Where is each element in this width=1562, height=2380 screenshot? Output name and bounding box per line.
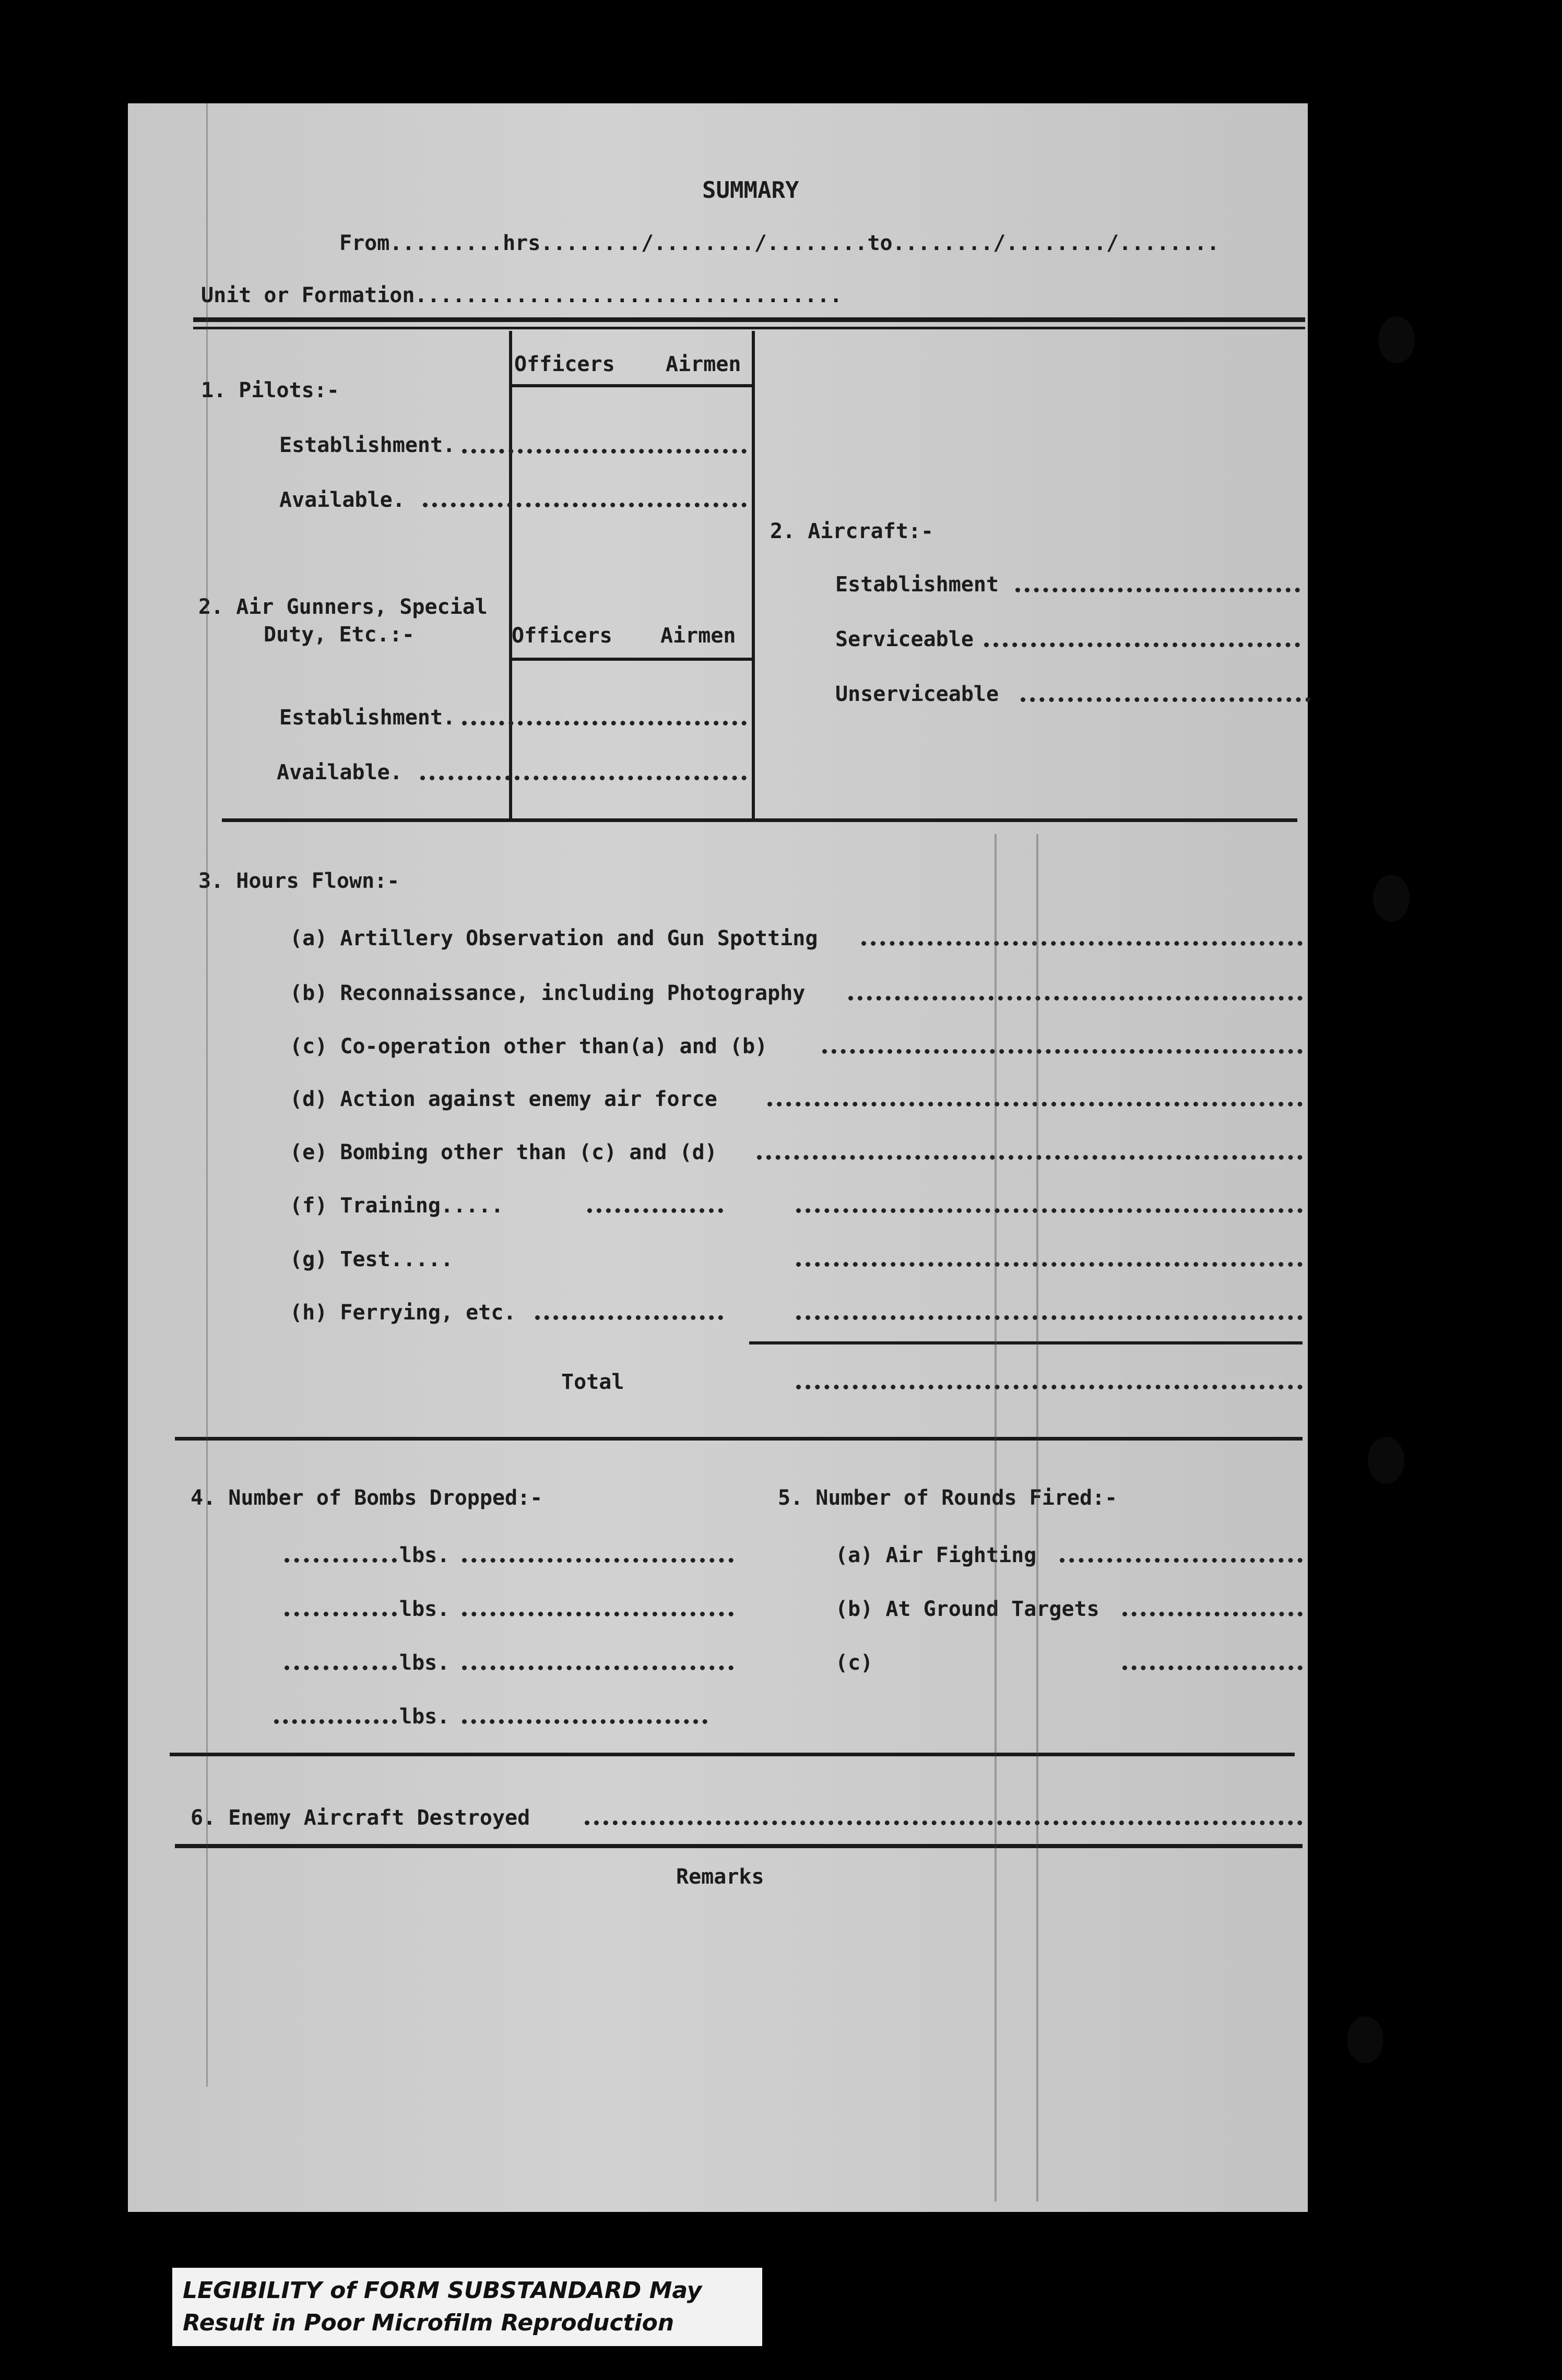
hours-item-a: (a) Artillery Observation and Gun Spotting xyxy=(290,926,818,950)
legibility-note-line-2: Result in Poor Microfilm Reproduction xyxy=(183,2310,674,2336)
total-rule xyxy=(749,1341,1303,1344)
air-gunners-available-label: Available. xyxy=(277,760,403,784)
hours-field-d[interactable] xyxy=(767,1102,1303,1106)
top-rule xyxy=(193,317,1305,322)
fold-line-1 xyxy=(995,834,997,2202)
legibility-note-line-1: LEGIBILITY of FORM SUBSTANDARD May xyxy=(183,2277,702,2304)
bombs-count-4[interactable] xyxy=(462,1719,707,1724)
hours-item-f: (f) Training..... xyxy=(290,1194,504,1218)
pilots-establishment-label: Establishment. xyxy=(279,433,456,457)
aircraft-serviceable-field[interactable] xyxy=(984,642,1300,647)
hours-field-h-1[interactable] xyxy=(535,1315,723,1320)
punch-hole-4 xyxy=(1347,2016,1383,2063)
rounds-item-a: (a) Air Fighting xyxy=(835,1543,1037,1567)
air-gunners-establishment-field[interactable] xyxy=(462,721,747,725)
aircraft-establishment-label: Establishment xyxy=(835,573,999,597)
aircraft-unserviceable-field[interactable] xyxy=(1021,697,1310,702)
punch-hole-3 xyxy=(1368,1437,1404,1484)
air-gunners-establishment-label: Establishment. xyxy=(279,706,456,730)
hours-field-a[interactable] xyxy=(861,941,1303,946)
airmen-col-right xyxy=(752,331,755,819)
bombs-label: 4. Number of Bombs Dropped:- xyxy=(191,1486,543,1510)
bombs-weight-4[interactable] xyxy=(274,1719,397,1724)
pilots-officers-header: Officers xyxy=(514,352,615,376)
enemy-destroyed-label: 6. Enemy Aircraft Destroyed xyxy=(191,1806,530,1830)
hours-item-d: (d) Action against enemy air force xyxy=(290,1087,717,1111)
hours-field-f-1[interactable] xyxy=(587,1208,723,1213)
hours-field-f-2[interactable] xyxy=(796,1208,1303,1213)
aircraft-establishment-field[interactable] xyxy=(1015,588,1300,592)
air-gunners-header-rule xyxy=(512,658,752,661)
section-rule-3 xyxy=(170,1753,1295,1756)
hours-field-h-2[interactable] xyxy=(796,1315,1303,1320)
bombs-weight-3[interactable] xyxy=(285,1665,397,1670)
hours-total-label: Total xyxy=(561,1370,624,1394)
rounds-field-a[interactable] xyxy=(1060,1558,1303,1563)
pilots-header-rule xyxy=(512,384,752,387)
bombs-unit-4: lbs. xyxy=(399,1705,450,1729)
rounds-field-c[interactable] xyxy=(1122,1665,1303,1670)
air-gunners-airmen-header: Airmen xyxy=(660,624,736,648)
bombs-count-1[interactable] xyxy=(462,1558,733,1563)
aircraft-unserviceable-label: Unserviceable xyxy=(835,682,999,706)
section-rule-2 xyxy=(175,1437,1303,1441)
hours-total-field[interactable] xyxy=(796,1385,1303,1389)
officers-col-left xyxy=(509,331,512,819)
bombs-count-2[interactable] xyxy=(462,1612,733,1616)
punch-hole-1 xyxy=(1378,316,1415,363)
pilots-airmen-header: Airmen xyxy=(666,352,741,376)
hours-item-c: (c) Co-operation other than(a) and (b) xyxy=(290,1034,768,1058)
legibility-note xyxy=(172,2268,762,2346)
pilots-establishment-field[interactable] xyxy=(462,449,747,454)
bombs-unit-1: lbs. xyxy=(399,1543,450,1567)
hours-field-b[interactable] xyxy=(848,996,1303,1001)
air-gunners-label-2: Duty, Etc.:- xyxy=(264,623,415,647)
hours-item-e: (e) Bombing other than (c) and (d) xyxy=(290,1140,717,1164)
pilots-label: 1. Pilots:- xyxy=(201,378,339,402)
bombs-count-3[interactable] xyxy=(462,1665,733,1670)
margin-line xyxy=(206,103,208,2087)
section-rule-1 xyxy=(222,818,1297,822)
form-title: SUMMARY xyxy=(702,177,799,204)
bombs-weight-1[interactable] xyxy=(285,1558,397,1563)
rounds-item-b: (b) At Ground Targets xyxy=(835,1597,1099,1621)
rounds-label: 5. Number of Rounds Fired:- xyxy=(778,1486,1118,1510)
hours-field-e[interactable] xyxy=(757,1155,1303,1160)
aircraft-serviceable-label: Serviceable xyxy=(835,627,974,651)
hours-flown-label: 3. Hours Flown:- xyxy=(198,869,400,893)
remarks-label: Remarks xyxy=(676,1865,764,1889)
section-rule-4 xyxy=(175,1844,1303,1848)
hours-item-b: (b) Reconnaissance, including Photography xyxy=(290,981,806,1005)
rounds-field-b[interactable] xyxy=(1122,1612,1303,1616)
hours-field-c[interactable] xyxy=(822,1049,1303,1054)
hours-field-g[interactable] xyxy=(796,1262,1303,1267)
air-gunners-label: 2. Air Gunners, Special xyxy=(198,595,488,619)
bombs-weight-2[interactable] xyxy=(285,1612,397,1616)
unit-formation-line: Unit or Formation.................................. xyxy=(201,283,843,307)
bombs-unit-3: lbs. xyxy=(399,1651,450,1675)
pilots-available-field[interactable] xyxy=(423,503,747,507)
bombs-unit-2: lbs. xyxy=(399,1597,450,1621)
punch-hole-2 xyxy=(1373,875,1410,922)
top-rule-2 xyxy=(193,327,1305,329)
period-line: From.........hrs......../......../........to......../......../........ xyxy=(339,231,1220,255)
fold-line-2 xyxy=(1036,834,1038,2202)
form-page xyxy=(128,103,1308,2212)
pilots-available-label: Available. xyxy=(279,488,405,512)
aircraft-label: 2. Aircraft:- xyxy=(770,519,934,543)
hours-item-g: (g) Test..... xyxy=(290,1247,454,1271)
enemy-destroyed-field[interactable] xyxy=(585,1820,1303,1825)
hours-item-h: (h) Ferrying, etc. xyxy=(290,1301,516,1325)
air-gunners-available-field[interactable] xyxy=(420,776,747,780)
air-gunners-officers-header: Officers xyxy=(512,624,612,648)
rounds-item-c: (c) xyxy=(835,1651,873,1675)
